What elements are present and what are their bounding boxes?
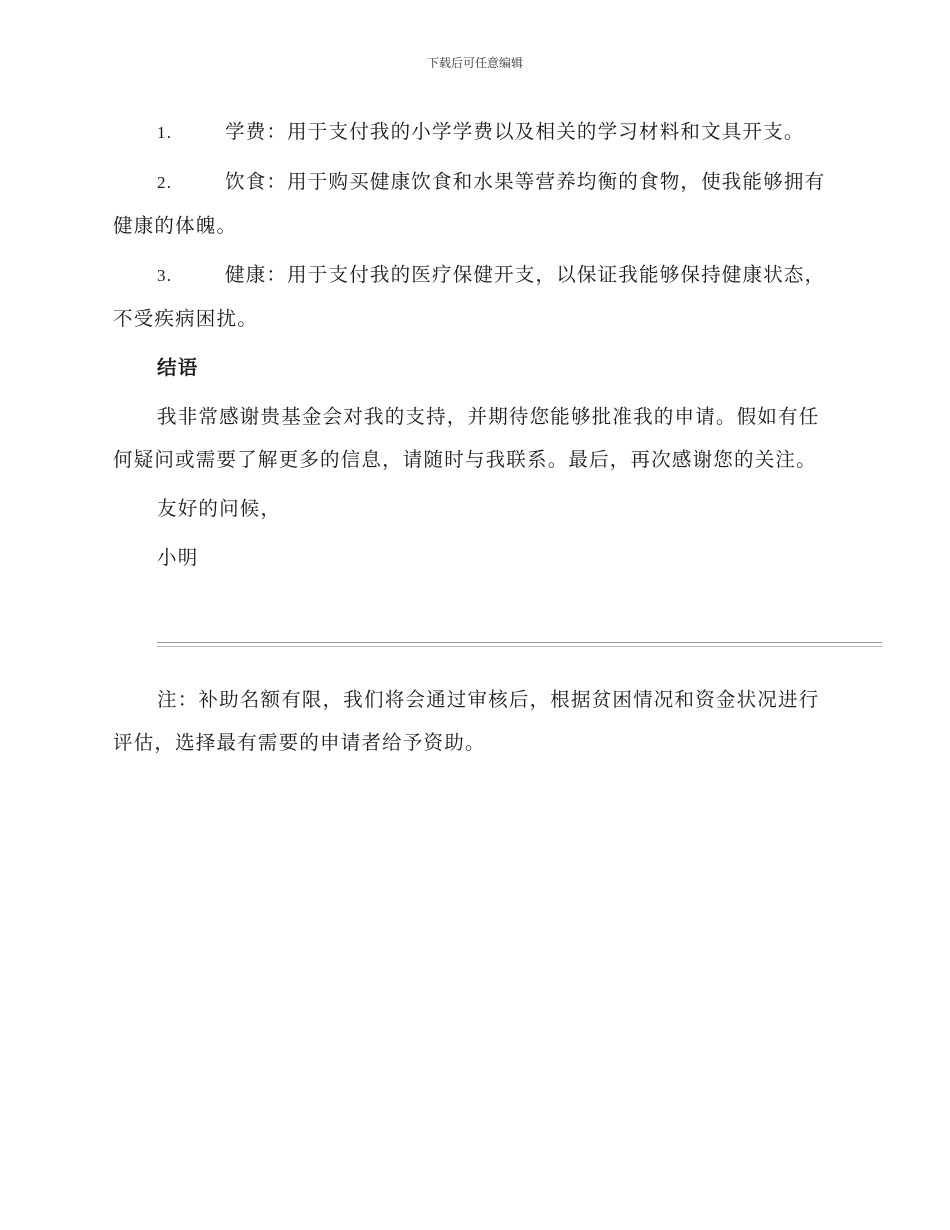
list-number: 3.	[157, 266, 173, 285]
list-item-text: 学费：用于支付我的小学学费以及相关的学习材料和文具开支。	[225, 120, 805, 143]
page-header: 下载后可任意编辑	[426, 56, 523, 70]
section-heading: 结语	[157, 356, 199, 379]
list-item-1	[113, 110, 833, 154]
footnote: 注：补助名额有限，我们将会通过审核后，根据贫困情况和资金状况进行评估，选择最有需要的申请者给予资助。	[113, 688, 820, 754]
closing-greeting: 友好的问候，	[157, 497, 282, 520]
list-item-2	[113, 160, 833, 247]
horizontal-divider	[157, 642, 882, 647]
list-item-text: 饮食：用于购买健康饮食和水果等营养均衡的食物，使我能够拥有健康的体魄。	[113, 170, 826, 237]
list-item-3	[113, 253, 833, 340]
conclusion-paragraph: 我非常感谢贵基金会对我的支持，并期待您能够批准我的申请。假如有任何疑问或需要了解更多的信息，请随时与我联系。最后，再次感谢您的关注。	[113, 405, 820, 471]
document-body	[113, 110, 833, 585]
list-item-text: 健康：用于支付我的医疗保健开支，以保证我能够保持健康状态，不受疾病困扰。	[113, 263, 826, 330]
signature: 小明	[157, 546, 199, 569]
list-number: 2.	[157, 173, 173, 192]
list-number: 1.	[157, 123, 173, 142]
